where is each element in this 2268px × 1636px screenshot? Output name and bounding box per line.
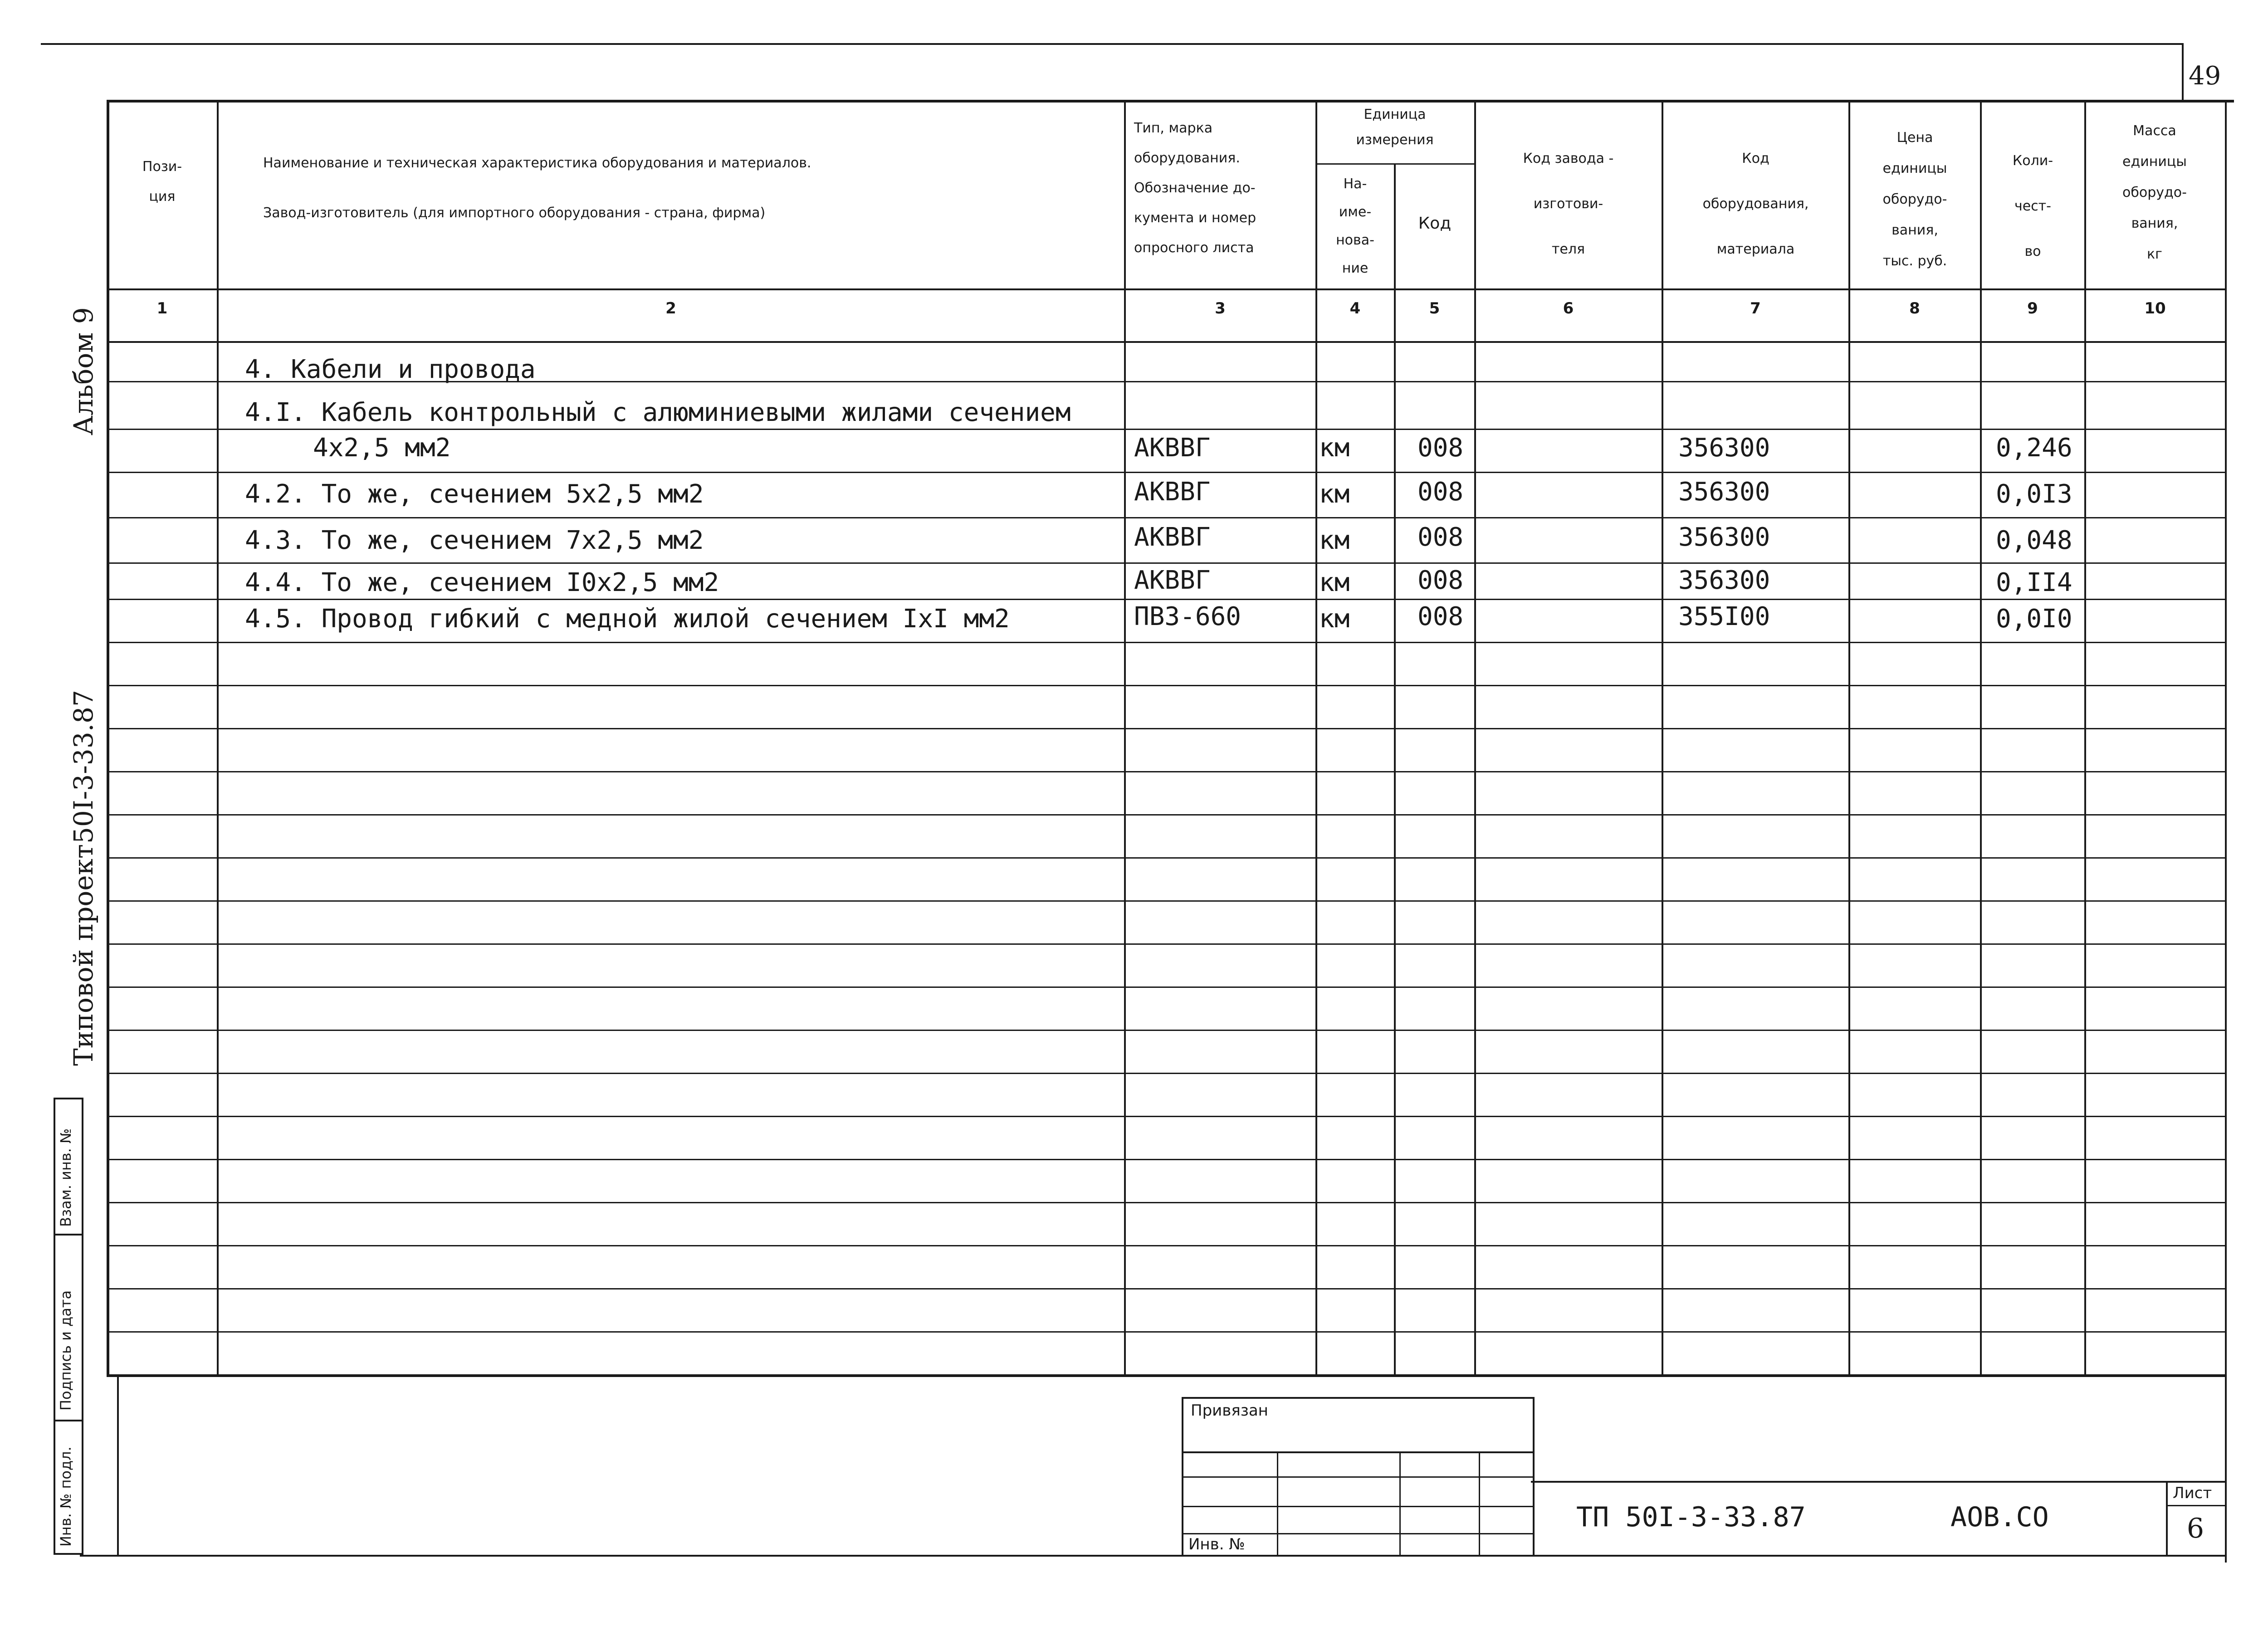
sheet-label: Лист bbox=[2173, 1484, 2212, 1502]
linked-block-vline bbox=[1479, 1451, 1480, 1555]
col-divider-9 bbox=[2084, 100, 2086, 1374]
row4-qty: 0,II4 bbox=[1996, 568, 2072, 597]
page-number: 49 bbox=[2189, 61, 2221, 91]
row3-equip-code: 356300 bbox=[1678, 523, 1770, 552]
stamp-divider bbox=[54, 1420, 82, 1421]
row5-equip-code: 355I00 bbox=[1678, 602, 1770, 631]
header-col8: Цена единицы оборудо- вания, тыс. руб. bbox=[1882, 130, 1947, 269]
row-line bbox=[107, 814, 2225, 816]
row4-type: АКВВГ bbox=[1134, 566, 1211, 595]
col-divider-4 bbox=[1394, 163, 1396, 1374]
stamp-inv-original: Инв. № подл. bbox=[57, 1446, 74, 1547]
table-body-bottom bbox=[107, 1374, 2225, 1377]
column-numbers-bottom-line bbox=[107, 341, 2225, 343]
colnum-9: 9 bbox=[2027, 299, 2038, 317]
row1-name-line2: 4х2,5 мм2 bbox=[313, 433, 451, 463]
row-line bbox=[107, 1116, 2225, 1117]
colnum-5: 5 bbox=[1429, 299, 1440, 317]
header-bottom-line bbox=[107, 288, 2225, 290]
unit-group-divider bbox=[1315, 163, 1474, 165]
row-line bbox=[107, 642, 2225, 643]
row5-type: ПВЗ-660 bbox=[1134, 602, 1242, 631]
row1-unit: км bbox=[1319, 433, 1350, 463]
header-col10: Масса единицы оборудо- вания, кг bbox=[2122, 123, 2187, 262]
colnum-3: 3 bbox=[1215, 299, 1226, 317]
bottom-frame-left bbox=[117, 1374, 119, 1556]
row-line bbox=[107, 517, 2225, 518]
sheet-box-divider bbox=[2166, 1505, 2225, 1506]
row3-qty: 0,048 bbox=[1996, 526, 2072, 555]
header-col1: Пози- ция bbox=[142, 159, 182, 205]
top-border bbox=[41, 43, 2182, 45]
linked-block-vline bbox=[1277, 1451, 1278, 1555]
header-col5: Код bbox=[1418, 214, 1452, 233]
album-label: Альбом 9 bbox=[68, 307, 99, 435]
row5-name: 4.5. Провод гибкий с медной жилой сечением IхI мм2 bbox=[245, 604, 1010, 634]
row2-unit: км bbox=[1319, 479, 1350, 509]
row1-code: 008 bbox=[1418, 433, 1464, 463]
row-line bbox=[107, 900, 2225, 902]
row4-equip-code: 356300 bbox=[1678, 566, 1770, 595]
row3-name: 4.3. То же, сечением 7х2,5 мм2 bbox=[245, 526, 704, 555]
col-divider-1 bbox=[217, 100, 219, 1374]
row-line bbox=[107, 472, 2225, 473]
header-col7: Код оборудования, материала bbox=[1702, 151, 1809, 257]
header-col3: Тип, марка оборудования. Обозначение до- кумента и номер опросного листа bbox=[1134, 120, 1256, 256]
col-divider-5 bbox=[1474, 100, 1476, 1374]
row2-qty: 0,0I3 bbox=[1996, 479, 2072, 509]
colnum-7: 7 bbox=[1750, 299, 1761, 317]
doc-code-top-line bbox=[1531, 1481, 2225, 1483]
table-left-border bbox=[107, 100, 109, 1374]
colnum-10: 10 bbox=[2144, 299, 2166, 317]
row-line bbox=[107, 1331, 2225, 1333]
page-number-box-left bbox=[2182, 43, 2184, 102]
row4-code: 008 bbox=[1418, 566, 1464, 595]
colnum-2: 2 bbox=[665, 299, 676, 317]
row5-code: 008 bbox=[1418, 602, 1464, 631]
header-col9: Коли- чест- во bbox=[2012, 153, 2053, 259]
row1-equip-code: 356300 bbox=[1678, 433, 1770, 463]
col-divider-7 bbox=[1848, 100, 1850, 1374]
table-top-border bbox=[107, 100, 2234, 103]
section-title: 4. Кабели и провода bbox=[245, 355, 536, 384]
row1-name-line1: 4.I. Кабель контрольный с алюминиевыми жилами сечением bbox=[245, 398, 1071, 427]
row2-code: 008 bbox=[1418, 477, 1464, 507]
sheet-number: 6 bbox=[2186, 1513, 2204, 1544]
row5-unit: км bbox=[1319, 604, 1350, 634]
row-line bbox=[107, 771, 2225, 772]
doc-code: ТП 50I-3-33.87 bbox=[1576, 1501, 1806, 1533]
colnum-8: 8 bbox=[1909, 299, 1920, 317]
row-line bbox=[107, 1030, 2225, 1031]
stamp-divider bbox=[54, 1234, 82, 1236]
row-line bbox=[107, 685, 2225, 686]
col-divider-6 bbox=[1662, 100, 1663, 1374]
project-code-label: 50I-3-33.87 bbox=[68, 690, 99, 844]
row4-unit: км bbox=[1319, 568, 1350, 597]
row-line bbox=[107, 857, 2225, 859]
header-unit-group: Единица измерения bbox=[1356, 107, 1434, 148]
inv-no-label: Инв. № bbox=[1188, 1535, 1245, 1553]
row1-type: АКВВГ bbox=[1134, 433, 1211, 463]
row-line bbox=[107, 1288, 2225, 1289]
bottom-frame-line bbox=[80, 1555, 2225, 1557]
row-line bbox=[107, 1073, 2225, 1074]
colnum-4: 4 bbox=[1349, 299, 1361, 317]
col-divider-8 bbox=[1980, 100, 1982, 1374]
row2-type: АКВВГ bbox=[1134, 477, 1211, 507]
row-line bbox=[107, 1159, 2225, 1160]
row-line bbox=[107, 1202, 2225, 1203]
row2-equip-code: 356300 bbox=[1678, 477, 1770, 507]
row-line bbox=[107, 986, 2225, 988]
stamp-replace-inv: Взам. инв. № bbox=[57, 1128, 74, 1227]
linked-label: Привязан bbox=[1191, 1402, 1268, 1420]
table-right-border bbox=[2225, 100, 2227, 1563]
row-line bbox=[107, 1245, 2225, 1246]
col-divider-3 bbox=[1315, 100, 1317, 1374]
doc-mark: АОВ.СО bbox=[1950, 1501, 2049, 1533]
row1-qty: 0,246 bbox=[1996, 433, 2072, 463]
row3-code: 008 bbox=[1418, 523, 1464, 552]
row-line bbox=[107, 943, 2225, 945]
row5-qty: 0,0I0 bbox=[1996, 604, 2072, 634]
stamp-signature-date: Подпись и дата bbox=[57, 1290, 74, 1411]
row-line bbox=[107, 728, 2225, 729]
colnum-6: 6 bbox=[1563, 299, 1574, 317]
row4-name: 4.4. То же, сечением I0х2,5 мм2 bbox=[245, 568, 719, 597]
linked-block-vline bbox=[1399, 1451, 1401, 1555]
row3-type: АКВВГ bbox=[1134, 523, 1211, 552]
colnum-1: 1 bbox=[156, 299, 168, 317]
project-label: Типовой проект bbox=[68, 844, 99, 1066]
header-col6: Код завода - изготови- теля bbox=[1523, 151, 1614, 257]
row3-unit: км bbox=[1319, 526, 1350, 555]
header-col2: Наименование и техническая характеристика оборудования и материалов. Завод-изготовитель (для импортного оборудования - страна, фирма) bbox=[263, 155, 811, 221]
header-col4: На- име- нова- ние bbox=[1336, 176, 1374, 276]
row2-name: 4.2. То же, сечением 5х2,5 мм2 bbox=[245, 479, 704, 509]
col-divider-2 bbox=[1124, 100, 1126, 1374]
